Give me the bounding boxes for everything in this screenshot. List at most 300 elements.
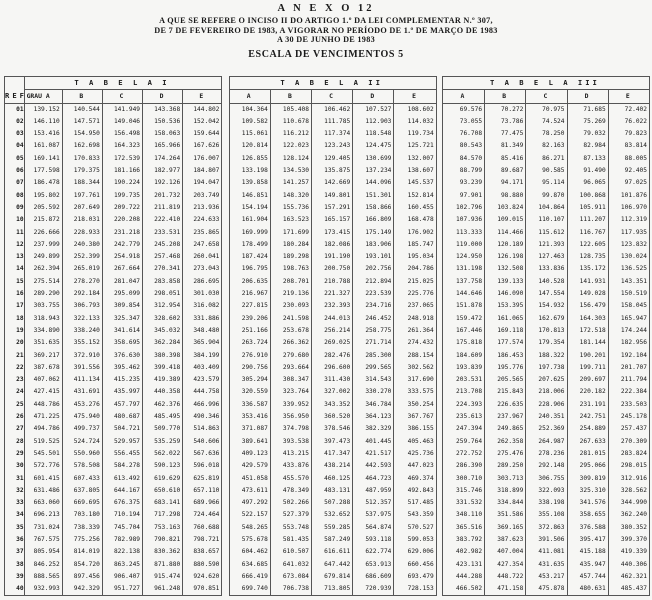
table-row: [5, 362, 650, 374]
grau-a-header: A: [229, 90, 270, 103]
tabela-2-value: 128.124: [270, 153, 311, 165]
ref-cell: 02: [5, 116, 25, 128]
tabela-2-value: 517.485: [394, 497, 436, 509]
tabela-3-value: 300.710: [442, 473, 484, 485]
tabela-2-value: 158.866: [353, 202, 394, 214]
grau-e-header: E: [183, 90, 222, 103]
tabela-2-value: 138.607: [394, 165, 436, 177]
tabela-1-value: 365.904: [183, 337, 222, 349]
tabela-1-value: 596.018: [183, 460, 222, 472]
tabela-1-value: 906.407: [102, 571, 142, 583]
tabela-3-value: 112.319: [608, 214, 649, 226]
tabela-1-value: 572.776: [24, 460, 62, 472]
column-gap: [222, 559, 229, 571]
table-body: [5, 103, 650, 596]
tabela-1-value: 143.368: [143, 103, 183, 116]
tabela-2-value: 604.462: [229, 546, 270, 558]
tabela-2-value: 208.701: [270, 276, 311, 288]
table-row: [5, 202, 650, 214]
tabela-1-header: T A B E L A I: [24, 77, 222, 90]
tabela-1-value: 167.626: [183, 140, 222, 152]
tabela-2-value: 134.530: [270, 165, 311, 177]
tabela-2-value: 532.652: [312, 509, 353, 521]
tabela-3-value: 89.687: [485, 165, 526, 177]
tabela-2-value: 204.786: [394, 263, 436, 275]
tabela-2-value: 386.155: [394, 423, 436, 435]
tabela-2-value: 460.125: [312, 473, 353, 485]
tabela-3-value: 135.172: [567, 263, 608, 275]
tabela-3-value: 203.531: [442, 374, 484, 386]
tabela-2-value: 145.537: [394, 177, 436, 189]
tabela-1-value: 164.323: [102, 140, 142, 152]
tabela-3-value: 98.880: [485, 190, 526, 202]
tabela-2-value: 144.096: [353, 177, 394, 189]
ref-cell: 37: [5, 546, 25, 558]
table-row: [5, 399, 650, 411]
tabela-1-value: 161.087: [24, 140, 62, 152]
tabela-1-value: 348.480: [183, 325, 222, 337]
tabela-2-value: 173.415: [312, 227, 353, 239]
tabela-3-value: 419.339: [608, 546, 649, 558]
tabela-1-value: 423.579: [183, 374, 222, 386]
tabela-3-value: 257.437: [608, 423, 649, 435]
tabela-1-value: 139.152: [24, 103, 62, 116]
tabela-2-value: 290.756: [229, 362, 270, 374]
tabela-2-value: 447.023: [394, 460, 436, 472]
tabela-1-value: 427.415: [24, 386, 62, 398]
tabela-1-value: 961.248: [143, 583, 183, 596]
tabela-2-value: 686.609: [353, 571, 394, 583]
table-row: [5, 128, 650, 140]
tabela-3-value: 312.916: [608, 473, 649, 485]
tabela-1-value: 188.344: [62, 177, 102, 189]
tabela-1-value: 485.495: [143, 411, 183, 423]
table-row: [5, 571, 650, 583]
tabela-1-value: 767.575: [24, 534, 62, 546]
column-gap: [222, 165, 229, 177]
table-row: [5, 103, 650, 116]
tabela-1-value: 331.886: [183, 313, 222, 325]
tabela-1-value: 205.592: [24, 202, 62, 214]
tabela-1-value: 298.051: [143, 288, 183, 300]
tabela-3-value: 110.107: [526, 214, 567, 226]
tabela-3-value: 82.163: [526, 140, 567, 152]
tabela-1-value: 328.602: [143, 313, 183, 325]
tabela-1-value: 387.678: [24, 362, 62, 374]
tabela-3-value: 207.625: [526, 374, 567, 386]
tabela-3-value: 96.065: [567, 177, 608, 189]
tabela-2-value: 593.118: [353, 534, 394, 546]
tabela-3-value: 376.588: [567, 522, 608, 534]
tabela-3-value: 139.133: [485, 276, 526, 288]
tabela-1-value: 179.375: [62, 165, 102, 177]
tabela-1-value: 184.807: [183, 165, 222, 177]
ref-cell: 08: [5, 190, 25, 202]
tabela-1-value: 490.346: [183, 411, 222, 423]
tabela-2-value: 111.785: [312, 116, 353, 128]
tabela-1-value: 358.695: [102, 337, 142, 349]
tabela-2-value: 364.123: [353, 411, 394, 423]
tabela-1-value: 338.240: [62, 325, 102, 337]
tabela-3-value: 344.990: [608, 497, 649, 509]
tabela-1-value: 519.525: [24, 436, 62, 448]
tabela-2-value: 126.855: [229, 153, 270, 165]
tabela-1-value: 220.208: [102, 214, 142, 226]
column-gap: [222, 571, 229, 583]
tabela-1-value: 165.966: [143, 140, 183, 152]
tabela-3-value: 289.250: [485, 460, 526, 472]
tabela-1-value: 415.235: [102, 374, 142, 386]
tabela-3-value: 84.570: [442, 153, 484, 165]
tabela-1-value: 494.786: [24, 423, 62, 435]
tabela-3-value: 97.025: [608, 177, 649, 189]
tabela-3-value: 278.236: [526, 448, 567, 460]
tabela-1-value: 863.245: [102, 559, 142, 571]
ref-cell: 17: [5, 300, 25, 312]
table-row: [5, 436, 650, 448]
tabela-1-value: 355.152: [62, 337, 102, 349]
tabela-1-value: 683.141: [143, 497, 183, 509]
ref-cell: 36: [5, 534, 25, 546]
tabela-3-value: 306.755: [526, 473, 567, 485]
tabela-1-value: 731.024: [24, 522, 62, 534]
tabela-2-value: 371.087: [229, 423, 270, 435]
tabela-2-value: 346.784: [353, 399, 394, 411]
tabela-2-value: 148.320: [270, 190, 311, 202]
tabela-3-value: 435.947: [567, 559, 608, 571]
tabela-1-value: 249.899: [24, 251, 62, 263]
tabela-2-value: 429.579: [229, 460, 270, 472]
tabela-3-value: 369.165: [485, 522, 526, 534]
tabela-2-value: 492.843: [394, 485, 436, 497]
tabela-2-value: 246.452: [353, 313, 394, 325]
tabela-1-value: 376.630: [102, 350, 142, 362]
tabela-1-value: 149.046: [102, 116, 142, 128]
tabela-2-value: 660.456: [394, 559, 436, 571]
ref-cell: 07: [5, 177, 25, 189]
tabela-2-value: 469.374: [394, 473, 436, 485]
tabela-2-value: 433.876: [270, 460, 311, 472]
tabela-2-value: 548.265: [229, 522, 270, 534]
tabela-1-value: 218.031: [62, 214, 102, 226]
tabela-2-value: 330.270: [353, 386, 394, 398]
tabela-2-value: 106.462: [312, 103, 353, 116]
tabela-1-value: 391.556: [62, 362, 102, 374]
tabela-3-value: 222.384: [608, 386, 649, 398]
tabela-2-value: 666.419: [229, 571, 270, 583]
tabela-2-value: 378.546: [312, 423, 353, 435]
ref-cell: 12: [5, 239, 25, 251]
tabela-1-value: 676.375: [102, 497, 142, 509]
tabela-3-value: 104.864: [526, 202, 567, 214]
tabela-2-value: 132.007: [394, 153, 436, 165]
tabela-2-value: 182.086: [312, 239, 353, 251]
tabela-1-value: 399.418: [143, 362, 183, 374]
column-gap: [222, 177, 229, 189]
grau-header-row: [5, 90, 650, 103]
tabela-3-value: 109.015: [485, 214, 526, 226]
tabela-2-value: 417.347: [312, 448, 353, 460]
tabela-3-value: 235.613: [442, 411, 484, 423]
tabela-1-value: 275.514: [24, 276, 62, 288]
tabela-1-value: 689.966: [183, 497, 222, 509]
tabela-2-value: 253.678: [270, 325, 311, 337]
tabela-2-value: 641.032: [270, 559, 311, 571]
tabela-2-value: 142.669: [312, 177, 353, 189]
tabela-3-value: 90.585: [526, 165, 567, 177]
tabela-1-value: 504.721: [102, 423, 142, 435]
tabela-2-value: 299.565: [353, 362, 394, 374]
column-gap: [222, 522, 229, 534]
tabela-2-value: 116.212: [270, 128, 311, 140]
tabela-3-value: 267.633: [567, 436, 608, 448]
table-row: [5, 177, 650, 189]
tabela-2-value: 130.699: [353, 153, 394, 165]
tabela-3-value: 209.697: [567, 374, 608, 386]
column-gap: [222, 583, 229, 596]
tabela-1-value: 260.041: [183, 251, 222, 263]
tabela-2-value: 343.352: [312, 399, 353, 411]
tabela-2-value: 123.243: [312, 140, 353, 152]
tabela-2-value: 202.756: [353, 263, 394, 275]
tabela-3-value: 167.446: [442, 325, 484, 337]
tabela-3-value: 249.865: [485, 423, 526, 435]
tabela-2-value: 311.430: [312, 374, 353, 386]
tabela-1-value: 717.298: [143, 509, 183, 521]
tabela-2-value: 219.136: [270, 288, 311, 300]
tabela-1-value: 162.698: [62, 140, 102, 152]
tabela-3-header: T A B E L A III: [442, 77, 649, 90]
tabela-1-value: 710.194: [102, 509, 142, 521]
column-gap: [222, 300, 229, 312]
ref-cell: 31: [5, 473, 25, 485]
tabela-2-value: 401.445: [353, 436, 394, 448]
tabela-1-value: 805.954: [24, 546, 62, 558]
tabela-2-value: 117.374: [312, 128, 353, 140]
ref-cell: 30: [5, 460, 25, 472]
tabela-2-value: 196.795: [229, 263, 270, 275]
table-row: [5, 448, 650, 460]
tabela-3-value: 140.528: [526, 276, 567, 288]
table-row: [5, 522, 650, 534]
tabela-2-value: 616.611: [312, 546, 353, 558]
tabela-3-value: 358.655: [567, 509, 608, 521]
ref-cell: 23: [5, 374, 25, 386]
tabela-2-value: 178.499: [229, 239, 270, 251]
ref-cell: 04: [5, 140, 25, 152]
tabela-2-value: 180.284: [270, 239, 311, 251]
tabela-1-value: 207.649: [62, 202, 102, 214]
grau-c-header: C: [312, 90, 353, 103]
tabela-1-value: 242.779: [102, 239, 142, 251]
table-row: [5, 276, 650, 288]
tabela-2-value: 537.975: [353, 509, 394, 521]
table-row: [5, 386, 650, 398]
annex-title: A N E X O 12: [277, 3, 375, 14]
ref-cell: 32: [5, 485, 25, 497]
tabela-3-value: 444.288: [442, 571, 484, 583]
tabela-2-value: 317.690: [394, 374, 436, 386]
tabela-1-value: 888.565: [24, 571, 62, 583]
table-row: [5, 140, 650, 152]
tabela-1-value: 309.854: [102, 300, 142, 312]
tabela-2-value: 141.257: [270, 177, 311, 189]
tabela-1-value: 403.409: [183, 362, 222, 374]
table-row: [5, 214, 650, 226]
ref-cell: 22: [5, 362, 25, 374]
tabela-3-value: 355.108: [526, 509, 567, 521]
tabela-2-value: 151.301: [353, 190, 394, 202]
tabela-3-value: 120.189: [485, 239, 526, 251]
tabela-1-value: 822.138: [102, 546, 142, 558]
tabela-1-value: 462.376: [143, 399, 183, 411]
tabela-3-value: 165.947: [608, 313, 649, 325]
tabela-2-value: 502.266: [270, 497, 311, 509]
tabela-2-value: 478.349: [270, 485, 311, 497]
tabela-2-value: 239.206: [229, 313, 270, 325]
tabela-3-value: 113.333: [442, 227, 484, 239]
tabela-2-value: 413.215: [270, 448, 311, 460]
tabela-2-value: 274.432: [394, 337, 436, 349]
column-gap: [222, 214, 229, 226]
tabela-1-value: 199.735: [102, 190, 142, 202]
tabela-3-value: 85.416: [485, 153, 526, 165]
tabela-3-value: 69.576: [442, 103, 484, 116]
tabela-3-value: 325.310: [567, 485, 608, 497]
tabela-3-value: 172.518: [567, 325, 608, 337]
tabela-1-value: 475.940: [62, 411, 102, 423]
tabela-3-value: 220.182: [567, 386, 608, 398]
tabela-2-value: 693.479: [394, 571, 436, 583]
tabela-2-value: 305.294: [229, 374, 270, 386]
tabela-2-value: 244.013: [312, 313, 353, 325]
tabela-3-value: 169.118: [485, 325, 526, 337]
tabela-2-value: 166.809: [353, 214, 394, 226]
tabela-2-value: 110.678: [270, 116, 311, 128]
tabela-2-value: 124.475: [353, 140, 394, 152]
grau-b-header: B: [62, 90, 102, 103]
tabela-2-value: 409.123: [229, 448, 270, 460]
ref-cell: 13: [5, 251, 25, 263]
tabela-3-value: 95.114: [526, 177, 567, 189]
law-reference: [0, 16, 652, 45]
tabela-2-value: 564.874: [353, 522, 394, 534]
ref-cell: 29: [5, 448, 25, 460]
tabela-1-value: 186.478: [24, 177, 62, 189]
column-gap: [222, 350, 229, 362]
tabela-3-value: 224.393: [442, 399, 484, 411]
tabela-1-value: 306.793: [62, 300, 102, 312]
table-row: [5, 313, 650, 325]
tabela-2-value: 187.424: [229, 251, 270, 263]
tabela-3-value: 480.631: [567, 583, 608, 596]
tabela-3-value: 213.708: [442, 386, 484, 398]
tabela-2-value: 527.379: [270, 509, 311, 521]
tabela-3-value: 348.110: [442, 509, 484, 521]
tabela-3-value: 205.565: [485, 374, 526, 386]
tabela-3-value: 123.832: [608, 239, 649, 251]
tabela-3-value: 111.207: [567, 214, 608, 226]
ref-cell: 24: [5, 386, 25, 398]
tabela-1-value: 270.341: [143, 263, 183, 275]
tabela-2-value: 185.747: [394, 239, 436, 251]
tabela-1-value: 254.918: [102, 251, 142, 263]
tabela-1-value: 703.180: [62, 509, 102, 521]
tabela-3-value: 240.351: [526, 411, 567, 423]
ref-cell: 16: [5, 288, 25, 300]
table-row: [5, 559, 650, 571]
tabela-1-value: 195.802: [24, 190, 62, 202]
tabela-3-value: 195.776: [485, 362, 526, 374]
tabela-2-value: 473.611: [229, 485, 270, 497]
tabela-1-value: 619.629: [143, 473, 183, 485]
table-row: [5, 460, 650, 472]
column-gap: [222, 497, 229, 509]
column-gap: [222, 190, 229, 202]
tabela-2-value: 125.721: [394, 140, 436, 152]
tabela-1-value: 738.339: [62, 522, 102, 534]
tabela-2-value: 553.748: [270, 522, 311, 534]
tabela-2-value: 258.775: [353, 325, 394, 337]
ref-cell: 39: [5, 571, 25, 583]
tabela-3-value: 74.524: [526, 116, 567, 128]
tabela-1-value: 540.606: [183, 436, 222, 448]
tabela-3-value: 391.506: [526, 534, 567, 546]
tabela-1-value: 838.657: [183, 546, 222, 558]
grau-d-header: D: [143, 90, 183, 103]
tabela-1-value: 395.462: [102, 362, 142, 374]
ref-cell: 19: [5, 325, 25, 337]
tabela-1-value: 153.416: [24, 128, 62, 140]
tabela-1-value: 924.620: [183, 571, 222, 583]
tabela-2-value: 104.364: [229, 103, 270, 116]
tabela-3-value: 100.868: [567, 190, 608, 202]
tabela-2-value: 152.814: [394, 190, 436, 202]
tabela-2-value: 251.166: [229, 325, 270, 337]
tabela-2-value: 720.939: [353, 583, 394, 596]
tabela-3-value: 233.503: [608, 399, 649, 411]
ref-cell: 14: [5, 263, 25, 275]
tabela-2-value: 129.405: [312, 153, 353, 165]
tabela-3-value: 117.935: [608, 227, 649, 239]
table-row: [5, 239, 650, 251]
tabela-3-value: 334.844: [485, 497, 526, 509]
tabela-2-value: 389.641: [229, 436, 270, 448]
tabela-2-value: 320.559: [229, 386, 270, 398]
tabela-2-value: 107.527: [353, 103, 394, 116]
tabela-1-value: 281.047: [102, 276, 142, 288]
tabela-2-value: 360.520: [312, 411, 353, 423]
tabela-1-value: 341.614: [102, 325, 142, 337]
tabela-1-value: 411.134: [62, 374, 102, 386]
tabela-3-value: 115.612: [526, 227, 567, 239]
tabela-3-value: 141.931: [567, 276, 608, 288]
tabela-2-value: 483.131: [312, 485, 353, 497]
column-gap: [222, 509, 229, 521]
tabela-2-value: 367.767: [394, 411, 436, 423]
tabela-2-value: 570.527: [394, 522, 436, 534]
tabela-3-value: 199.711: [567, 362, 608, 374]
tabela-2-value: 610.507: [270, 546, 311, 558]
tabela-3-value: 72.402: [608, 103, 649, 116]
tabela-3-value: 70.272: [485, 103, 526, 116]
tabela-1-value: 318.943: [24, 313, 62, 325]
tabela-1-value: 915.474: [143, 571, 183, 583]
tabela-3-value: 93.239: [442, 177, 484, 189]
tabela-2-value: 581.435: [270, 534, 311, 546]
table-row: [5, 300, 650, 312]
ref-cell: 35: [5, 522, 25, 534]
